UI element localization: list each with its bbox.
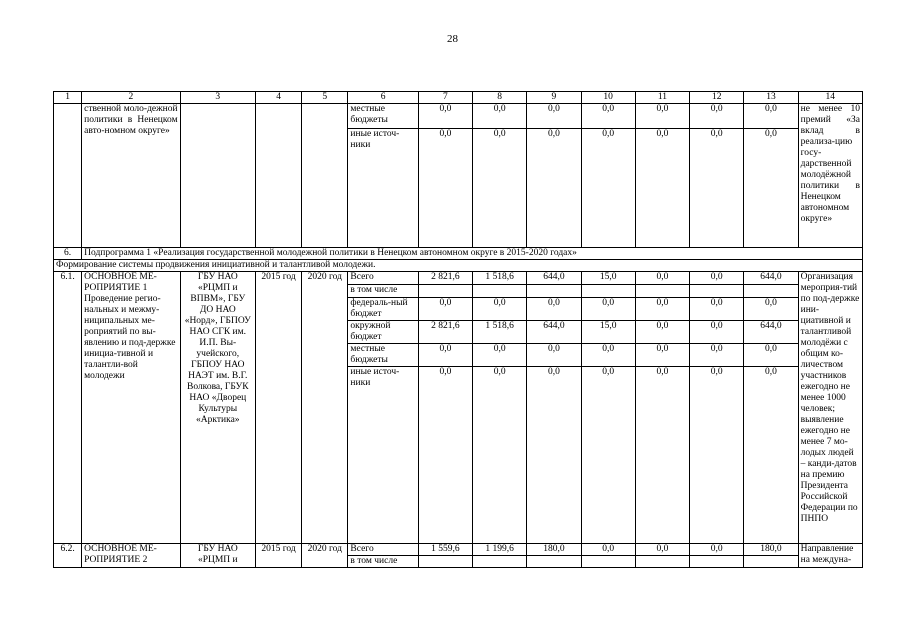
value-cell: 0,0 — [635, 367, 689, 544]
start-year: 2015 год — [255, 272, 301, 544]
measure-6-1 — [54, 272, 863, 544]
funding-source: в том числе — [348, 285, 418, 298]
value-cell — [635, 285, 689, 298]
value-cell: 1 559,6 — [418, 544, 472, 556]
funding-source: иные источ-ники — [348, 367, 418, 544]
value-cell: 0,0 — [635, 344, 689, 367]
funding-source: в том числе — [348, 556, 418, 568]
cont-exec — [180, 104, 255, 248]
col-header: 14 — [798, 92, 862, 104]
value-cell: 0,0 — [635, 272, 689, 285]
table-row — [54, 544, 863, 556]
col-header: 7 — [418, 92, 472, 104]
continuation-block — [54, 104, 863, 248]
result-cell: Направление на междуна- — [798, 544, 862, 568]
value-cell — [473, 285, 527, 298]
funding-source: иные источ-ники — [348, 129, 418, 248]
cont-num — [54, 104, 82, 248]
funding-source: местные бюджеты — [348, 344, 418, 367]
value-cell: 0,0 — [527, 298, 581, 321]
subprogram-title: Подпрограмма 1 «Реализация государственной молодежной политики в Ненецком автономном округе в 2015-2020 годах» — [82, 248, 863, 260]
value-cell: 0,0 — [581, 129, 635, 248]
value-cell: 644,0 — [527, 321, 581, 344]
value-cell — [635, 556, 689, 568]
col-header: 10 — [581, 92, 635, 104]
value-cell — [473, 556, 527, 568]
goal-text: Формирование системы продвижения инициативной и талантливой молодежи. — [54, 260, 863, 272]
value-cell: 0,0 — [744, 104, 798, 129]
result-cell: Организация мероприя-тий по под-держке ини-циативной и талантливой молодёжи с общим ко-личеством участников ежегодно не менее 1000 человек; выявление ежегодно не менее 7 мо-лодых людей – канди-датов на премию Президента Российской Федерации по ПНПО — [798, 272, 862, 544]
subprogram-row — [54, 248, 863, 260]
value-cell — [690, 556, 744, 568]
value-cell: 0,0 — [527, 104, 581, 129]
value-cell: 0,0 — [744, 298, 798, 321]
value-cell: 0,0 — [418, 104, 472, 129]
value-cell: 0,0 — [581, 367, 635, 544]
value-cell: 0,0 — [690, 367, 744, 544]
page-number: 28 — [447, 33, 458, 45]
col-header: 4 — [255, 92, 301, 104]
measure-number: 6.1. — [54, 272, 82, 544]
measure-name: ОСНОВНОЕ МЕ-РОПРИЯТИЕ 2 — [82, 544, 180, 568]
funding-source: местные бюджеты — [348, 104, 418, 129]
value-cell — [418, 285, 472, 298]
value-cell: 0,0 — [744, 344, 798, 367]
value-cell: 0,0 — [690, 321, 744, 344]
col-header: 12 — [690, 92, 744, 104]
end-year: 2020 год — [302, 272, 348, 544]
value-cell: 180,0 — [527, 544, 581, 556]
value-cell: 0,0 — [635, 544, 689, 556]
value-cell — [581, 556, 635, 568]
budget-table — [53, 91, 863, 568]
value-cell: 0,0 — [418, 298, 472, 321]
value-cell: 0,0 — [581, 344, 635, 367]
value-cell: 0,0 — [690, 344, 744, 367]
executor: ГБУ НАО «РЦМП и ВПВМ», ГБУ ДО НАО «Норд», ГБПОУ НАО СГК им. И.П. Вы-учейского, ГБПОУ НАО НАЭТ им. В.Г. Волкова, ГБУК НАО «Дворец Культуры «Арктика» — [180, 272, 255, 544]
end-year: 2020 год — [302, 544, 348, 568]
value-cell: 0,0 — [527, 367, 581, 544]
value-cell — [744, 556, 798, 568]
value-cell: 0,0 — [690, 298, 744, 321]
col-header: 3 — [180, 92, 255, 104]
funding-source: Всего — [348, 272, 418, 285]
subprogram-number: 6. — [54, 248, 82, 260]
value-cell: 0,0 — [473, 344, 527, 367]
value-cell: 0,0 — [581, 104, 635, 129]
col-header: 13 — [744, 92, 798, 104]
value-cell: 0,0 — [690, 104, 744, 129]
value-cell — [690, 285, 744, 298]
col-header: 2 — [82, 92, 180, 104]
measure-6-2 — [54, 544, 863, 568]
col-header: 5 — [302, 92, 348, 104]
value-cell: 0,0 — [527, 129, 581, 248]
value-cell — [418, 556, 472, 568]
measure-number: 6.2. — [54, 544, 82, 568]
value-cell: 15,0 — [581, 272, 635, 285]
value-cell: 0,0 — [418, 344, 472, 367]
value-cell: 644,0 — [744, 272, 798, 285]
value-cell: 0,0 — [635, 321, 689, 344]
cont-name: ственной моло-дежной политики в Ненецком авто-номном округе» — [82, 104, 180, 248]
value-cell — [527, 556, 581, 568]
value-cell: 0,0 — [418, 129, 472, 248]
funding-source: федераль-ный бюджет — [348, 298, 418, 321]
value-cell: 180,0 — [744, 544, 798, 556]
cont-end — [302, 104, 348, 248]
col-header: 6 — [348, 92, 418, 104]
value-cell: 0,0 — [527, 344, 581, 367]
measure-name: ОСНОВНОЕ МЕ-РОПРИЯТИЕ 1 Проведение регио-нальных и межму-ниципальных ме-роприятий по вы-явлению и под-держке инициа-тивной и талантли-вой молодежи — [82, 272, 180, 544]
table-row — [54, 272, 863, 285]
table-row — [54, 104, 863, 129]
value-cell: 0,0 — [744, 367, 798, 544]
value-cell: 0,0 — [635, 104, 689, 129]
value-cell: 0,0 — [418, 367, 472, 544]
cont-result: не менее 10 премий «За вклад в реализа-цию госу-дарственной молодёжной политики в Ненецком автономном округе» — [798, 104, 862, 248]
value-cell: 1 199,6 — [473, 544, 527, 556]
col-header: 8 — [473, 92, 527, 104]
value-cell: 0,0 — [690, 129, 744, 248]
value-cell: 0,0 — [581, 298, 635, 321]
header-row — [54, 92, 863, 104]
value-cell: 0,0 — [744, 129, 798, 248]
value-cell: 0,0 — [690, 272, 744, 285]
cont-start — [255, 104, 301, 248]
value-cell: 2 821,6 — [418, 321, 472, 344]
value-cell: 2 821,6 — [418, 272, 472, 285]
goal-row — [54, 260, 863, 272]
col-header: 1 — [54, 92, 82, 104]
value-cell: 1 518,6 — [473, 272, 527, 285]
value-cell: 0,0 — [473, 104, 527, 129]
value-cell: 0,0 — [690, 544, 744, 556]
col-header: 9 — [527, 92, 581, 104]
value-cell: 1 518,6 — [473, 321, 527, 344]
value-cell — [527, 285, 581, 298]
executor: ГБУ НАО «РЦМП и — [180, 544, 255, 568]
value-cell: 0,0 — [473, 367, 527, 544]
value-cell: 644,0 — [527, 272, 581, 285]
value-cell: 15,0 — [581, 321, 635, 344]
value-cell: 0,0 — [635, 298, 689, 321]
value-cell: 0,0 — [473, 129, 527, 248]
value-cell: 644,0 — [744, 321, 798, 344]
start-year: 2015 год — [255, 544, 301, 568]
funding-source: окружной бюджет — [348, 321, 418, 344]
value-cell: 0,0 — [581, 544, 635, 556]
col-header: 11 — [635, 92, 689, 104]
value-cell: 0,0 — [635, 129, 689, 248]
value-cell: 0,0 — [473, 298, 527, 321]
value-cell — [744, 285, 798, 298]
value-cell — [581, 285, 635, 298]
funding-source: Всего — [348, 544, 418, 556]
